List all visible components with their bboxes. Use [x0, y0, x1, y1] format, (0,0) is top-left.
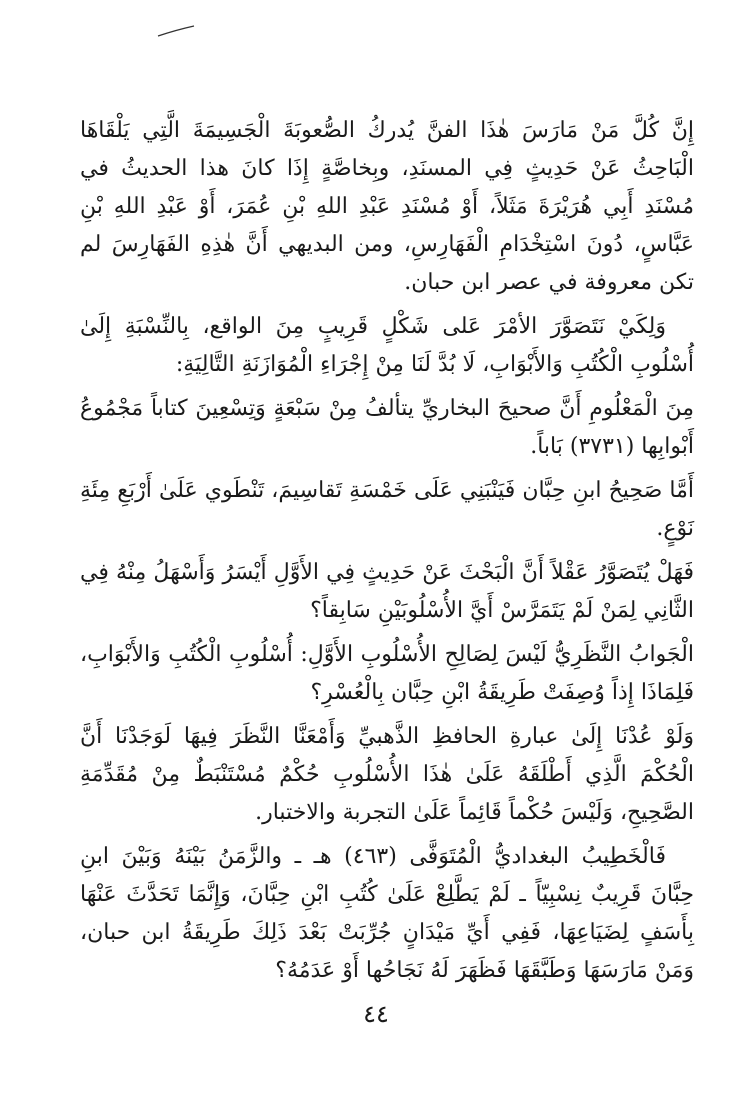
paragraph-3: مِنَ الْمَعْلُومِ أَنَّ صحيحَ البخاريِّ يتألفُ مِنْ سَبْعَةٍ وَتِسْعِينَ كتاباً مَجْمُوعُ أَبْوابِها (٣٧٣١) بَاباً.	[80, 396, 694, 459]
paragraph-1: إِنَّ كُلَّ مَنْ مَارَسَ هٰذَا الفنَّ يُدركُ الصُّعوبَةَ الْجَسِيمَةَ الَّتِي يَلْقَاهَا الْبَاحِثُ عَنْ حَدِيثٍ فِي المسنَدِ، وبِخاصَّةٍ إِذَا كانَ هذا الحديثُ في مُسْنَدِ أَبِي هُرَيْرَةَ مَثَلاً، أَوْ مُسْنَدِ عَبْدِ اللهِ بْنِ عُمَرَ، أَوْ عَبْدِ اللهِ بْنِ عَبَّاسٍ، دُونَ اسْتِخْدَامِ الْفَهَارِسِ، ومن البديهي أَنَّ هٰذِهِ الفَهَارِسَ لم تكن معروفة في عصر ابن حبان.	[80, 118, 694, 295]
paragraph-8: فَالْخَطِيبُ البغداديُّ الْمُتَوَفَّى (٤٦٣) هـ ـ والزَّمَنُ بَيْنَهُ وَبَيْنَ ابنِ حِبَّانَ قَرِيبٌ نِسْبِيّاً ـ لَمْ يَطَّلِعْ عَلَىٰ كُتُبِ ابْنِ حِبَّانَ، وَإِنَّمَا تَحَدَّثَ عَنْهَا بِأَسَفٍ لِضَيَاعِهَا، فَفِي أَيِّ مَيْدَانٍ جُرِّبَتْ بَعْدَ ذَلِكَ طَرِيقَةُ ابن حبان، وَمَنْ مَارَسَهَا وَطَبَّقَهَا فَظَهَرَ لَهُ نَجَاحُها أَوْ عَدَمُهُ؟	[80, 844, 694, 983]
page-number: ٤٤	[363, 1000, 389, 1028]
pen-stroke-mark	[156, 24, 196, 38]
paragraph-2: وَلِكَيْ نَتَصَوَّرَ الأمْرَ عَلى شَكْلٍ قَرِيبٍ مِنَ الواقع، بِالنِّسْبَةِ إِلَىٰ أُسْلُوبِ الْكُتُبِ وَالأَبْوَابِ، لَا بُدَّ لَنَا مِنْ إِجْرَاءِ الْمُوَازَنَةِ التَّالِيَةِ:	[80, 314, 694, 377]
paragraph-7: وَلَوْ عُدْنَا إِلَىٰ عبارةِ الحافظِ الذَّهبيِّ وَأَمْعَنَّا النَّظَرَ فِيهَا لَوَجَدْنَا أَنَّ الْحُكْمَ الَّذِي أَطْلَقَهُ عَلَىٰ هٰذَا الأُسْلُوبِ حُكْمٌ مُسْتَنْبَطٌ مِنْ مُقَدِّمَةِ الصَّحِيحِ، وَلَيْسَ حُكْماً قَائِماً عَلَىٰ التجربة والاختبار.	[80, 724, 694, 825]
paragraph-4: أَمَّا صَحِيحُ ابنِ حِبَّان فَيَنْبَنِي عَلَى خَمْسَةِ تَقاسِيمَ، تَنْطَوي عَلَىٰ أَرْبَعِ مِئَةِ نَوْعٍ.	[80, 478, 694, 541]
body-text	[80, 112, 694, 996]
paragraph-6: الْجَوابُ النَّظَرِيُّ لَيْسَ لِصَالِحِ الأُسْلُوبِ الأَوَّلِ: أُسْلُوبِ الْكُتُبِ وَالأَبْوَابِ، فَلِمَاذَا إِذاً وُصِفَتْ طَرِيقَةُ ابْنِ حِبَّان بِالْعُسْرِ؟	[80, 642, 694, 705]
paragraph-5: فَهَلْ يُتَصَوَّرُ عَقْلاً أَنَّ الْبَحْثَ عَنْ حَدِيثٍ فِي الأَوَّلِ أَيْسَرُ وَأَسْهَلُ مِنْهُ فِي الثَّانِي لِمَنْ لَمْ يَتَمَرَّسْ أَيَّ الأُسْلُوبَيْنِ سَابِقاً؟	[80, 560, 694, 623]
